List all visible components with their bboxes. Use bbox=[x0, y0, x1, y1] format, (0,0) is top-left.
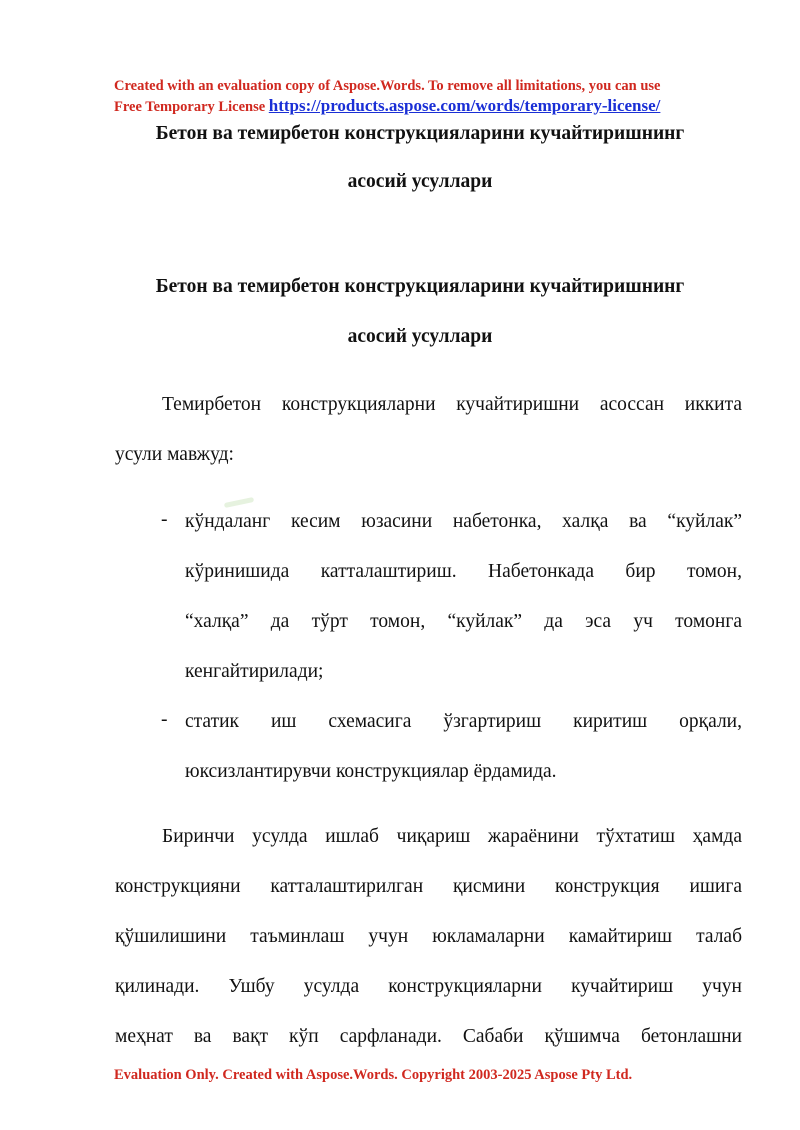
evaluation-notice-line2 bbox=[114, 96, 754, 117]
body-paragraph bbox=[115, 812, 742, 1062]
bullet-1-line3: “халқа” да тўрт томон, “куйлак” да эса уч томонга bbox=[185, 611, 742, 632]
bullet-1-line1: кўндаланг кесим юзасини набетонка, халқа ва “куйлак” bbox=[185, 511, 742, 532]
bullet-marker-1: - bbox=[161, 509, 168, 530]
heading1-line2: асосий усуллари bbox=[347, 171, 493, 192]
intro-line2: усули мавжуд: bbox=[115, 444, 234, 465]
bullet-1-line2: кўринишида катталаштириш. Набетонкада бир томон, bbox=[185, 561, 742, 582]
heading1-line1: Бетон ва темирбетон конструкцияларини кучайтиришнинг bbox=[155, 123, 685, 144]
evaluation-notice-license-label: Free Temporary License bbox=[114, 99, 269, 115]
body-line1: Биринчи усулда ишлаб чиқариш жараёнини тўхтатиш ҳамда bbox=[162, 826, 742, 847]
bullet-2-line2: юксизлантирувчи конструкциялар ёрдамида. bbox=[185, 761, 557, 782]
evaluation-footer: Evaluation Only. Created with Aspose.Words. Copyright 2003-2025 Aspose Pty Ltd. bbox=[114, 1067, 633, 1083]
bullet-2-line1: статик иш схемасига ўзгартириш киритиш орқали, bbox=[185, 711, 742, 732]
bullet-1-line4: кенгайтирилади; bbox=[185, 661, 324, 682]
body-line4: қилинади. Ушбу усулда конструкцияларни кучайтириш учун bbox=[115, 976, 742, 997]
bullet-item-1 bbox=[185, 497, 742, 697]
heading2-line2: асосий усуллари bbox=[347, 326, 493, 347]
bullet-item-2 bbox=[185, 697, 742, 797]
evaluation-notice-line1: Created with an evaluation copy of Aspose.Words. To remove all limitations, you can use bbox=[114, 78, 661, 94]
evaluation-notice bbox=[114, 77, 754, 117]
body-line2: конструкцияни катталаштирилган қисмини конструкция ишига bbox=[115, 876, 742, 897]
intro-line1: Темирбетон конструкцияларни кучайтиришни асоссан иккита bbox=[162, 394, 742, 415]
heading2-line1: Бетон ва темирбетон конструкцияларини кучайтиришнинг bbox=[155, 276, 685, 297]
body-line3: қўшилишини таъминлаш учун юкламаларни камайтириш талаб bbox=[115, 926, 742, 947]
temporary-license-link[interactable]: https://products.aspose.com/words/temporary-license/ bbox=[268, 96, 661, 115]
bullet-marker-2: - bbox=[161, 709, 168, 730]
intro-paragraph bbox=[115, 380, 742, 480]
body-line5: меҳнат ва вақт кўп сарфланади. Сабаби қўшимча бетонлашни bbox=[115, 1026, 742, 1047]
